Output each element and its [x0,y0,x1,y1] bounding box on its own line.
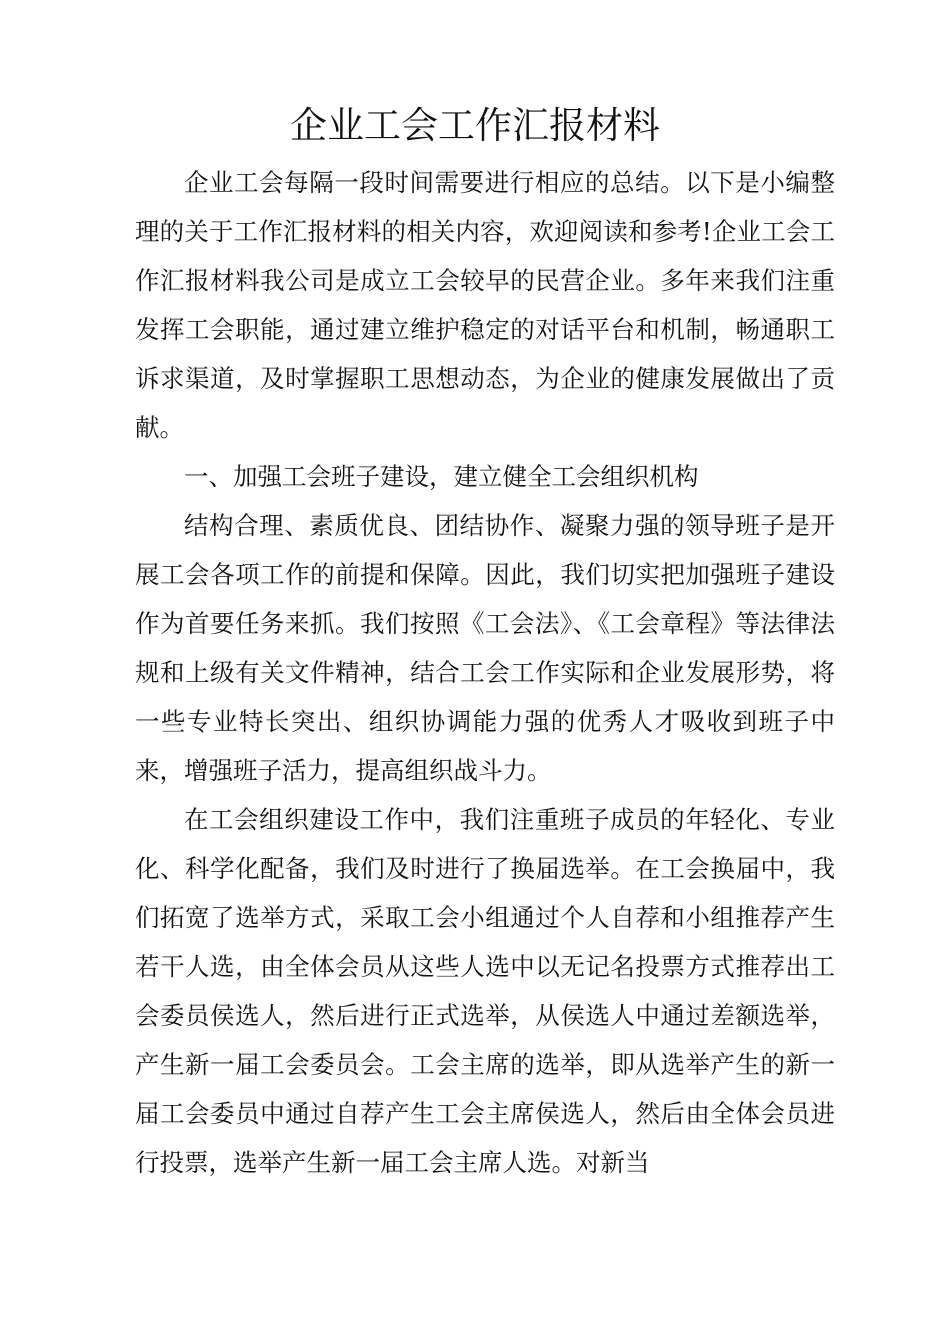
section-heading-1: 一、加强工会班子建设，建立健全工会组织机构 [184,462,699,491]
body-paragraph: 在工会组织建设工作中，我们注重班子成员的年轻化、专业化、科学化配备，我们及时进行了换届选举。在工会换届中，我们拓宽了选举方式，采取工会小组通过个人自荐和小组推荐产生若干人选，由全体会员从这些人选中以无记名投票方式推荐出工会委员侯选人，然后进行正式选举，从侯选人中通过差额选举，产生新一届工会委员会。工会主席的选举，即从选举产生的新一届工会委员中通过自荐产生工会主席侯选人，然后由全体会员进行投票，选举产生新一届工会主席人选。对新当 [135,805,835,1177]
intro-paragraph: 企业工会每隔一段时间需要进行相应的总结。以下是小编整理的关于工作汇报材料的相关内容，欢迎阅读和参考!企业工会工作汇报材料我公司是成立工会较早的民营企业。多年来我们注重发挥工会职能，通过建立维护稳定的对话平台和机制，畅通职工诉求渠道，及时掌握职工思想动态，为企业的健康发展做出了贡献。 [135,168,835,442]
body-paragraph: 结构合理、素质优良、团结协作、凝聚力强的领导班子是开展工会各项工作的前提和保障。因此，我们切实把加强班子建设作为首要任务来抓。我们按照《工会法》、《工会章程》等法律法规和上级有关文件精神，结合工会工作实际和企业发展形势，将一些专业特长突出、组织协调能力强的优秀人才吸收到班子中来，增强班子活力，提高组织战斗力。 [135,511,835,785]
document-body [135,158,835,1187]
document-title: 企业工会工作汇报材料 [290,104,660,147]
